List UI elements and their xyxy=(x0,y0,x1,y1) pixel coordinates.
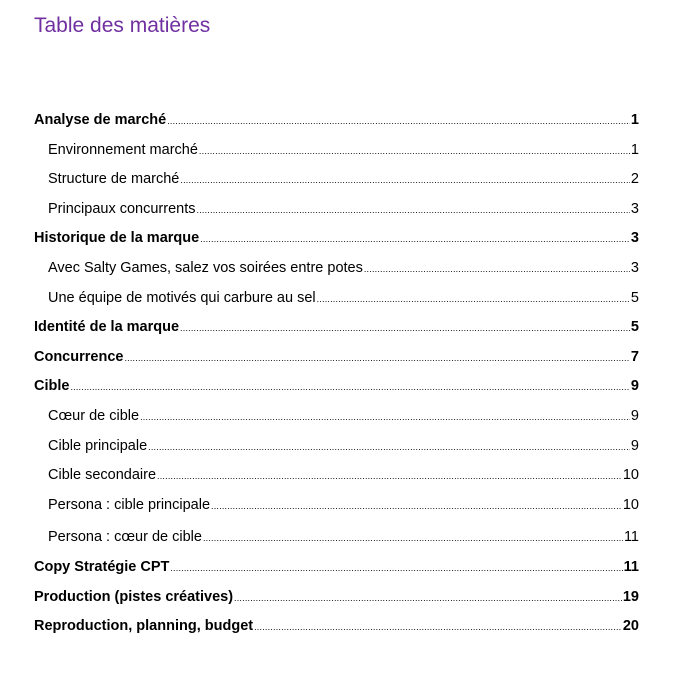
toc-entry-label: Reproduction, planning, budget xyxy=(34,618,254,635)
dot-leader xyxy=(148,432,630,463)
toc-entry-page: 10 xyxy=(622,467,639,484)
dot-leader xyxy=(167,106,630,137)
toc-entry-page: 9 xyxy=(630,378,639,395)
toc-entry-label: Principaux concurrents xyxy=(48,200,196,217)
toc-entry[interactable] xyxy=(34,553,639,583)
toc-entry[interactable] xyxy=(34,461,639,491)
dot-leader xyxy=(70,372,629,403)
dot-leader xyxy=(180,313,630,344)
toc-entry-page: 11 xyxy=(623,558,639,575)
toc-entry-label: Cible secondaire xyxy=(48,467,157,484)
toc-entry[interactable] xyxy=(34,432,639,462)
toc-entry-page: 3 xyxy=(630,259,639,276)
toc-entry-page: 11 xyxy=(623,529,639,546)
toc-entry-label: Structure de marché xyxy=(48,171,180,188)
toc-entry[interactable] xyxy=(34,402,639,432)
toc-entry-page: 1 xyxy=(630,141,639,158)
toc-entry-label: Cœur de cible xyxy=(48,407,140,424)
toc-entry-label: Persona : cœur de cible xyxy=(48,529,202,546)
toc-entry-page: 5 xyxy=(630,319,639,336)
toc-entry-page: 1 xyxy=(630,112,639,128)
toc-entry-label: Une équipe de motivés qui carbure au sel xyxy=(48,289,316,306)
toc-entry[interactable] xyxy=(34,106,639,136)
toc-entry-page: 3 xyxy=(630,230,639,247)
table-of-contents xyxy=(34,106,639,642)
toc-entry[interactable] xyxy=(34,284,639,314)
toc-entry-label: Copy Stratégie CPT xyxy=(34,558,170,575)
toc-entry-page: 3 xyxy=(630,200,639,217)
page-title: Table des matières xyxy=(34,14,211,37)
toc-entry[interactable] xyxy=(34,372,639,402)
toc-entry-page: 20 xyxy=(622,618,639,635)
toc-entry[interactable] xyxy=(34,165,639,195)
toc-entry-label: Concurrence xyxy=(34,348,124,365)
toc-entry[interactable] xyxy=(34,612,639,642)
toc-entry-page: 2 xyxy=(630,171,639,188)
toc-entry[interactable] xyxy=(34,195,639,225)
toc-entry-label: Avec Salty Games, salez vos soirées entre potes xyxy=(48,259,363,276)
toc-entry[interactable] xyxy=(34,491,639,521)
toc-entry[interactable] xyxy=(34,583,639,613)
toc-entry-page: 5 xyxy=(630,289,639,306)
dot-leader xyxy=(203,523,623,554)
toc-entry-label: Cible principale xyxy=(48,437,148,454)
toc-entry[interactable] xyxy=(34,523,639,553)
toc-entry-label: Analyse de marché xyxy=(34,112,167,128)
toc-entry-label: Production (pistes créatives) xyxy=(34,588,234,605)
dot-leader xyxy=(200,224,630,255)
toc-entry-label: Environnement marché xyxy=(48,141,198,158)
dot-leader xyxy=(197,195,630,226)
toc-entry-page: 9 xyxy=(630,437,639,454)
toc-entry[interactable] xyxy=(34,224,639,254)
toc-entry-label: Historique de la marque xyxy=(34,230,200,247)
toc-entry-label: Identité de la marque xyxy=(34,319,180,336)
dot-leader xyxy=(124,343,629,374)
toc-entry-label: Persona : cible principale xyxy=(48,496,211,513)
toc-entry[interactable] xyxy=(34,343,639,373)
dot-leader xyxy=(254,612,622,643)
toc-entry-label: Cible xyxy=(34,378,70,395)
dot-leader xyxy=(180,165,630,196)
dot-leader xyxy=(317,284,630,315)
toc-entry[interactable] xyxy=(34,136,639,166)
toc-entry-page: 7 xyxy=(630,348,639,365)
toc-entry[interactable] xyxy=(34,313,639,343)
dot-leader xyxy=(140,402,630,433)
dot-leader xyxy=(199,136,630,167)
dot-leader xyxy=(170,553,622,584)
dot-leader xyxy=(234,583,622,614)
toc-entry-page: 9 xyxy=(630,407,639,424)
toc-entry-page: 19 xyxy=(622,588,639,605)
dot-leader xyxy=(211,491,622,522)
dot-leader xyxy=(157,461,622,492)
toc-entry[interactable] xyxy=(34,254,639,284)
toc-entry-page: 10 xyxy=(622,496,639,513)
dot-leader xyxy=(364,254,630,285)
